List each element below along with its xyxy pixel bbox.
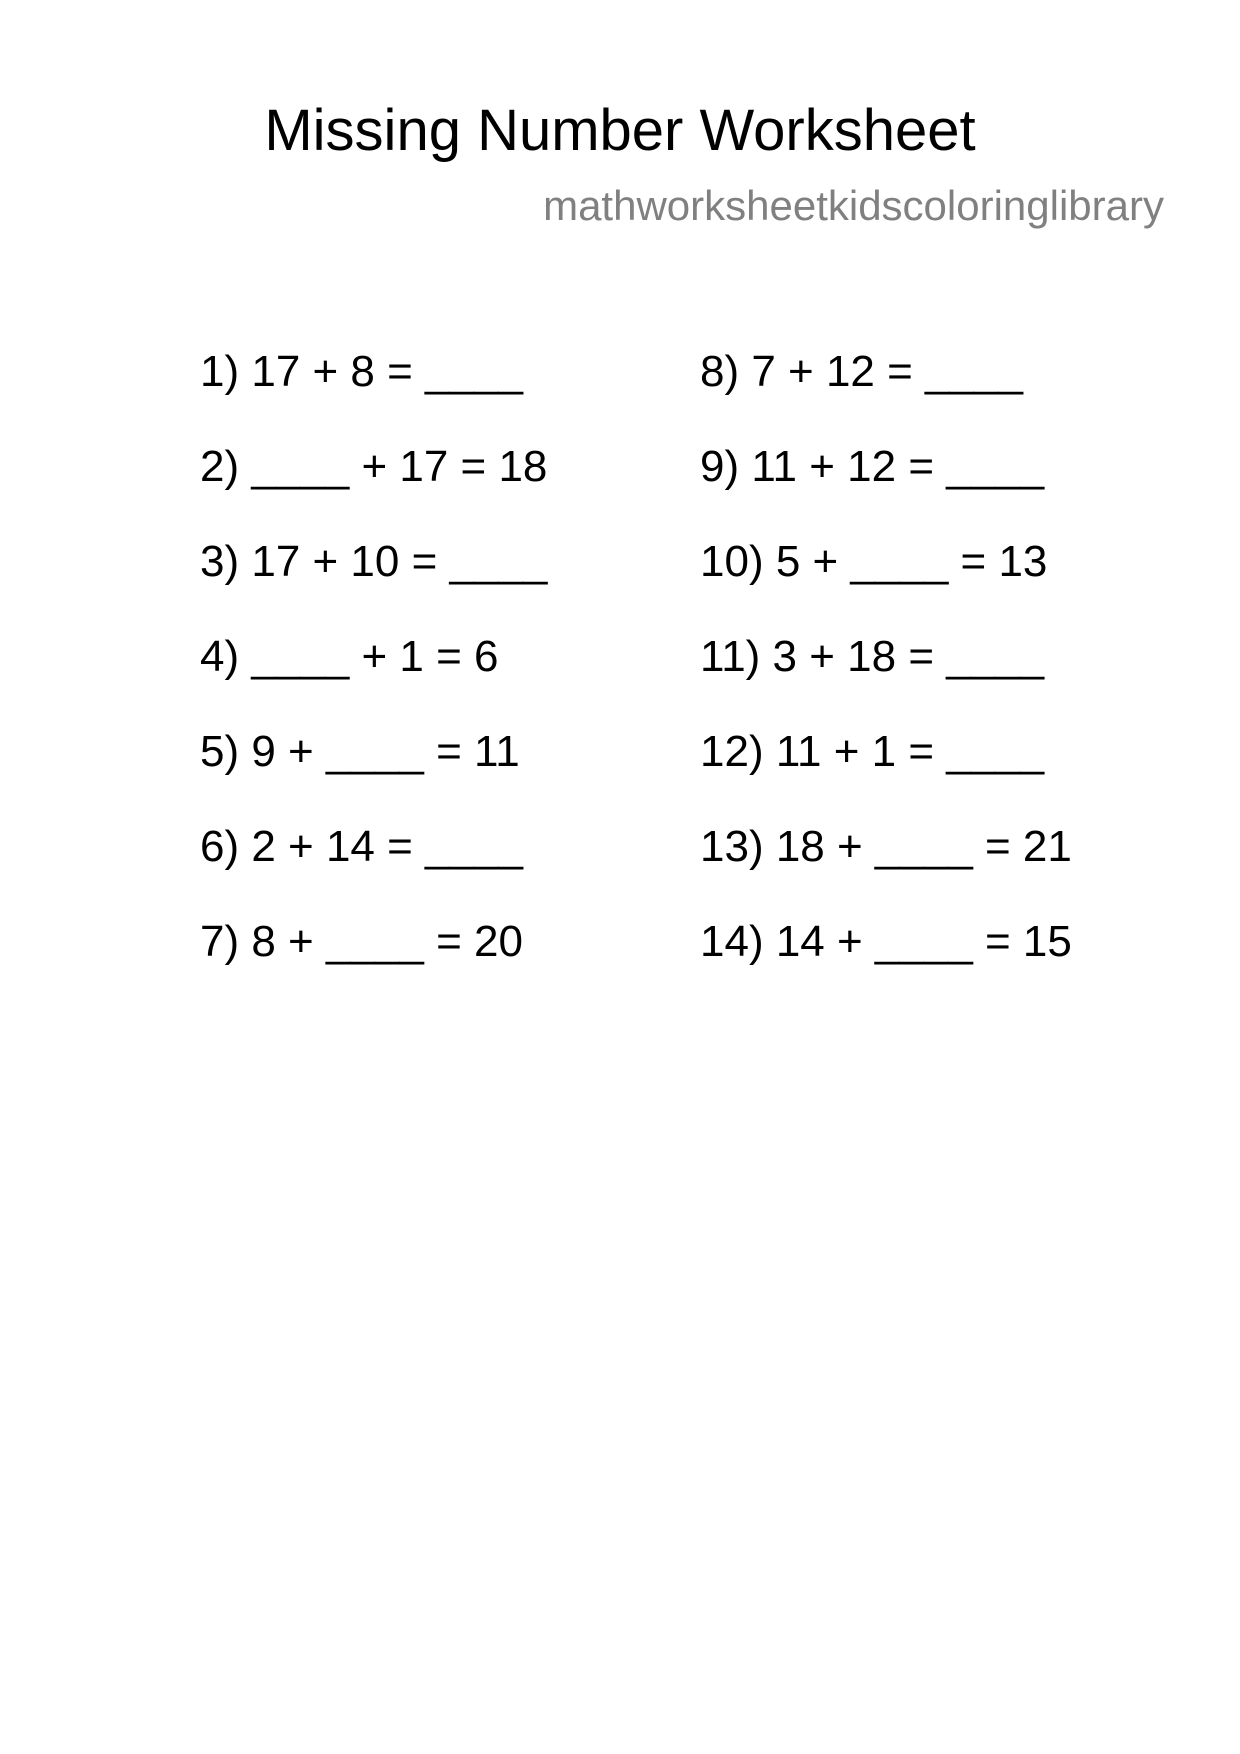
problem-13: 13) 18 + ____ = 21 xyxy=(700,822,1072,871)
problem-6: 6) 2 + 14 = ____ xyxy=(200,822,523,871)
problem-3: 3) 17 + 10 = ____ xyxy=(200,537,548,586)
page-title: Missing Number Worksheet xyxy=(264,98,976,163)
source-label: mathworksheetkidscoloringlibrary xyxy=(543,182,1164,229)
problem-1: 1) 17 + 8 = ____ xyxy=(200,347,523,396)
problem-5: 5) 9 + ____ = 11 xyxy=(200,727,520,776)
problem-column-right xyxy=(700,342,1072,1007)
problem-4: 4) ____ + 1 = 6 xyxy=(200,632,499,681)
problem-8: 8) 7 + 12 = ____ xyxy=(700,347,1023,396)
problem-11: 11) 3 + 18 = ____ xyxy=(700,632,1045,681)
problem-column-left xyxy=(200,342,547,1007)
problem-2: 2) ____ + 17 = 18 xyxy=(200,442,548,491)
problem-9: 9) 11 + 12 = ____ xyxy=(700,442,1045,491)
problem-7: 7) 8 + ____ = 20 xyxy=(200,917,523,966)
problem-14: 14) 14 + ____ = 15 xyxy=(700,917,1072,966)
problem-12: 12) 11 + 1 = ____ xyxy=(700,727,1045,776)
problem-10: 10) 5 + ____ = 13 xyxy=(700,537,1048,586)
